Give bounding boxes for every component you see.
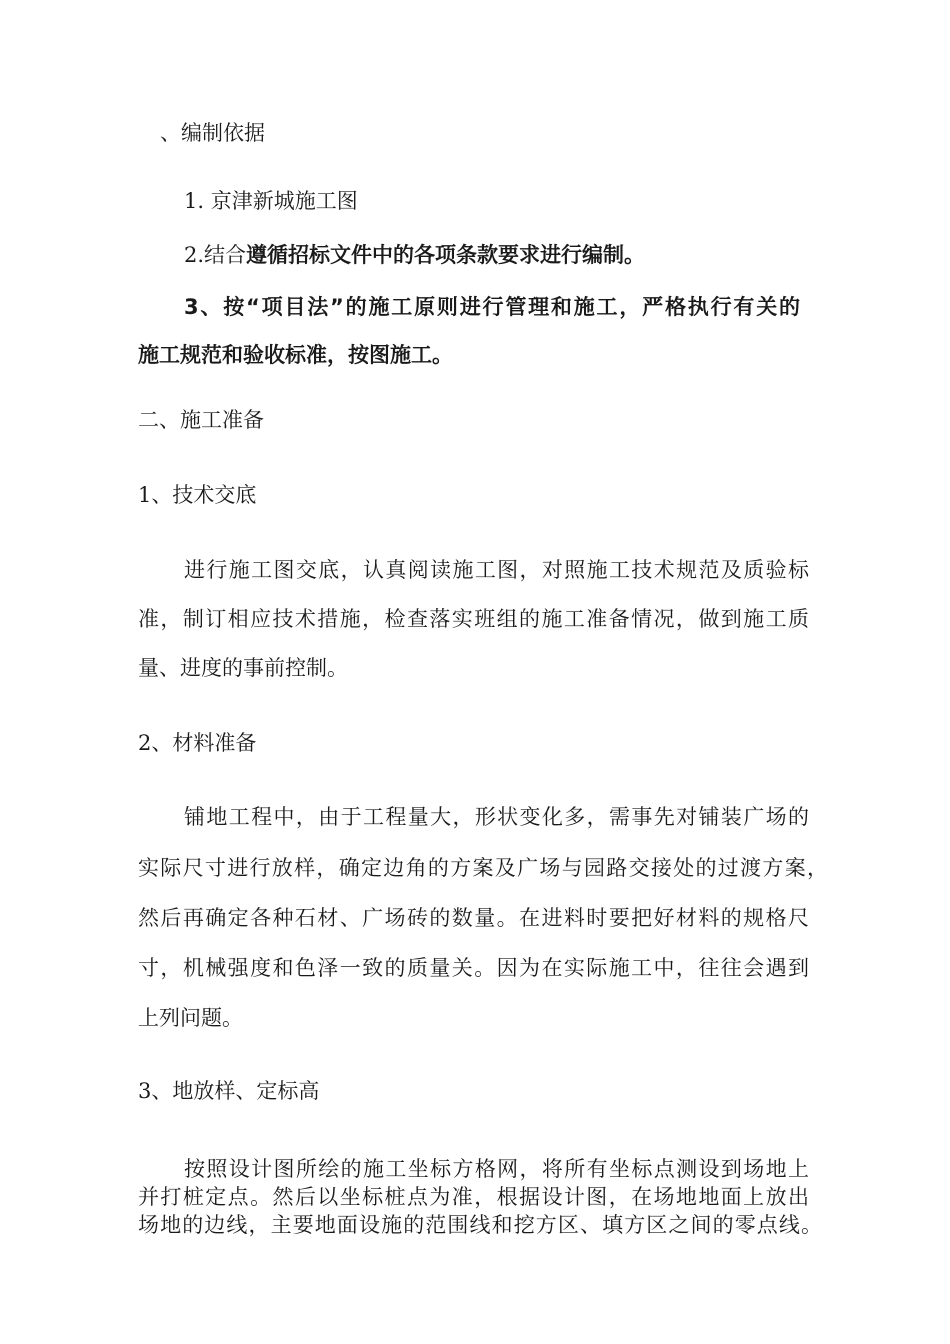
subheading-materials: 2、材料准备 [138, 731, 257, 755]
basis-item-2-prefix: 2.结合 [184, 243, 247, 267]
section-heading-preparation: 二、施工准备 [138, 408, 264, 432]
basis-item-3-line-2: 施工规范和验收标准，按图施工。 [138, 343, 453, 367]
subheading-layout: 3、地放样、定标高 [138, 1079, 320, 1103]
tech-para-line-1: 进行施工图交底，认真阅读施工图，对照施工技术规范及质验标 [184, 558, 809, 582]
layout-para-line-1: 按照设计图所绘的施工坐标方格网，将所有坐标点测设到场地上 [184, 1157, 809, 1181]
basis-item-3-line-1: 3、按“项目法”的施工原则进行管理和施工，严格执行有关的 [184, 295, 800, 319]
subheading-technical-briefing: 1、技术交底 [138, 483, 257, 507]
layout-para-line-2: 并打桩定点。然后以坐标桩点为准，根据设计图，在场地地面上放出 [138, 1185, 809, 1209]
tech-para-line-2: 准，制订相应技术措施，检查落实班组的施工准备情况，做到施工质 [138, 607, 809, 631]
basis-item-2-bold: 遵循招标文件中的各项条款要求进行编制。 [246, 243, 646, 267]
section-heading-basis: 、编制依据 [160, 121, 265, 145]
material-para-line-5: 上列问题。 [138, 1006, 243, 1030]
material-para-line-2: 实际尺寸进行放样，确定边角的方案及广场与园路交接处的过渡方案， [138, 856, 828, 880]
tech-para-line-3: 量、进度的事前控制。 [138, 656, 348, 680]
material-para-line-4: 寸，机械强度和色泽一致的质量关。因为在实际施工中，往往会遇到 [138, 956, 809, 980]
basis-item-1: 1. 京津新城施工图 [184, 189, 358, 213]
layout-para-line-3: 场地的边线，主要地面设施的范围线和挖方区、填方区之间的零点线。 [138, 1213, 822, 1237]
basis-item-2 [184, 240, 645, 270]
material-para-line-3: 然后再确定各种石材、广场砖的数量。在进料时要把好材料的规格尺 [138, 906, 809, 930]
material-para-line-1: 铺地工程中，由于工程量大，形状变化多，需事先对铺装广场的 [184, 805, 809, 829]
